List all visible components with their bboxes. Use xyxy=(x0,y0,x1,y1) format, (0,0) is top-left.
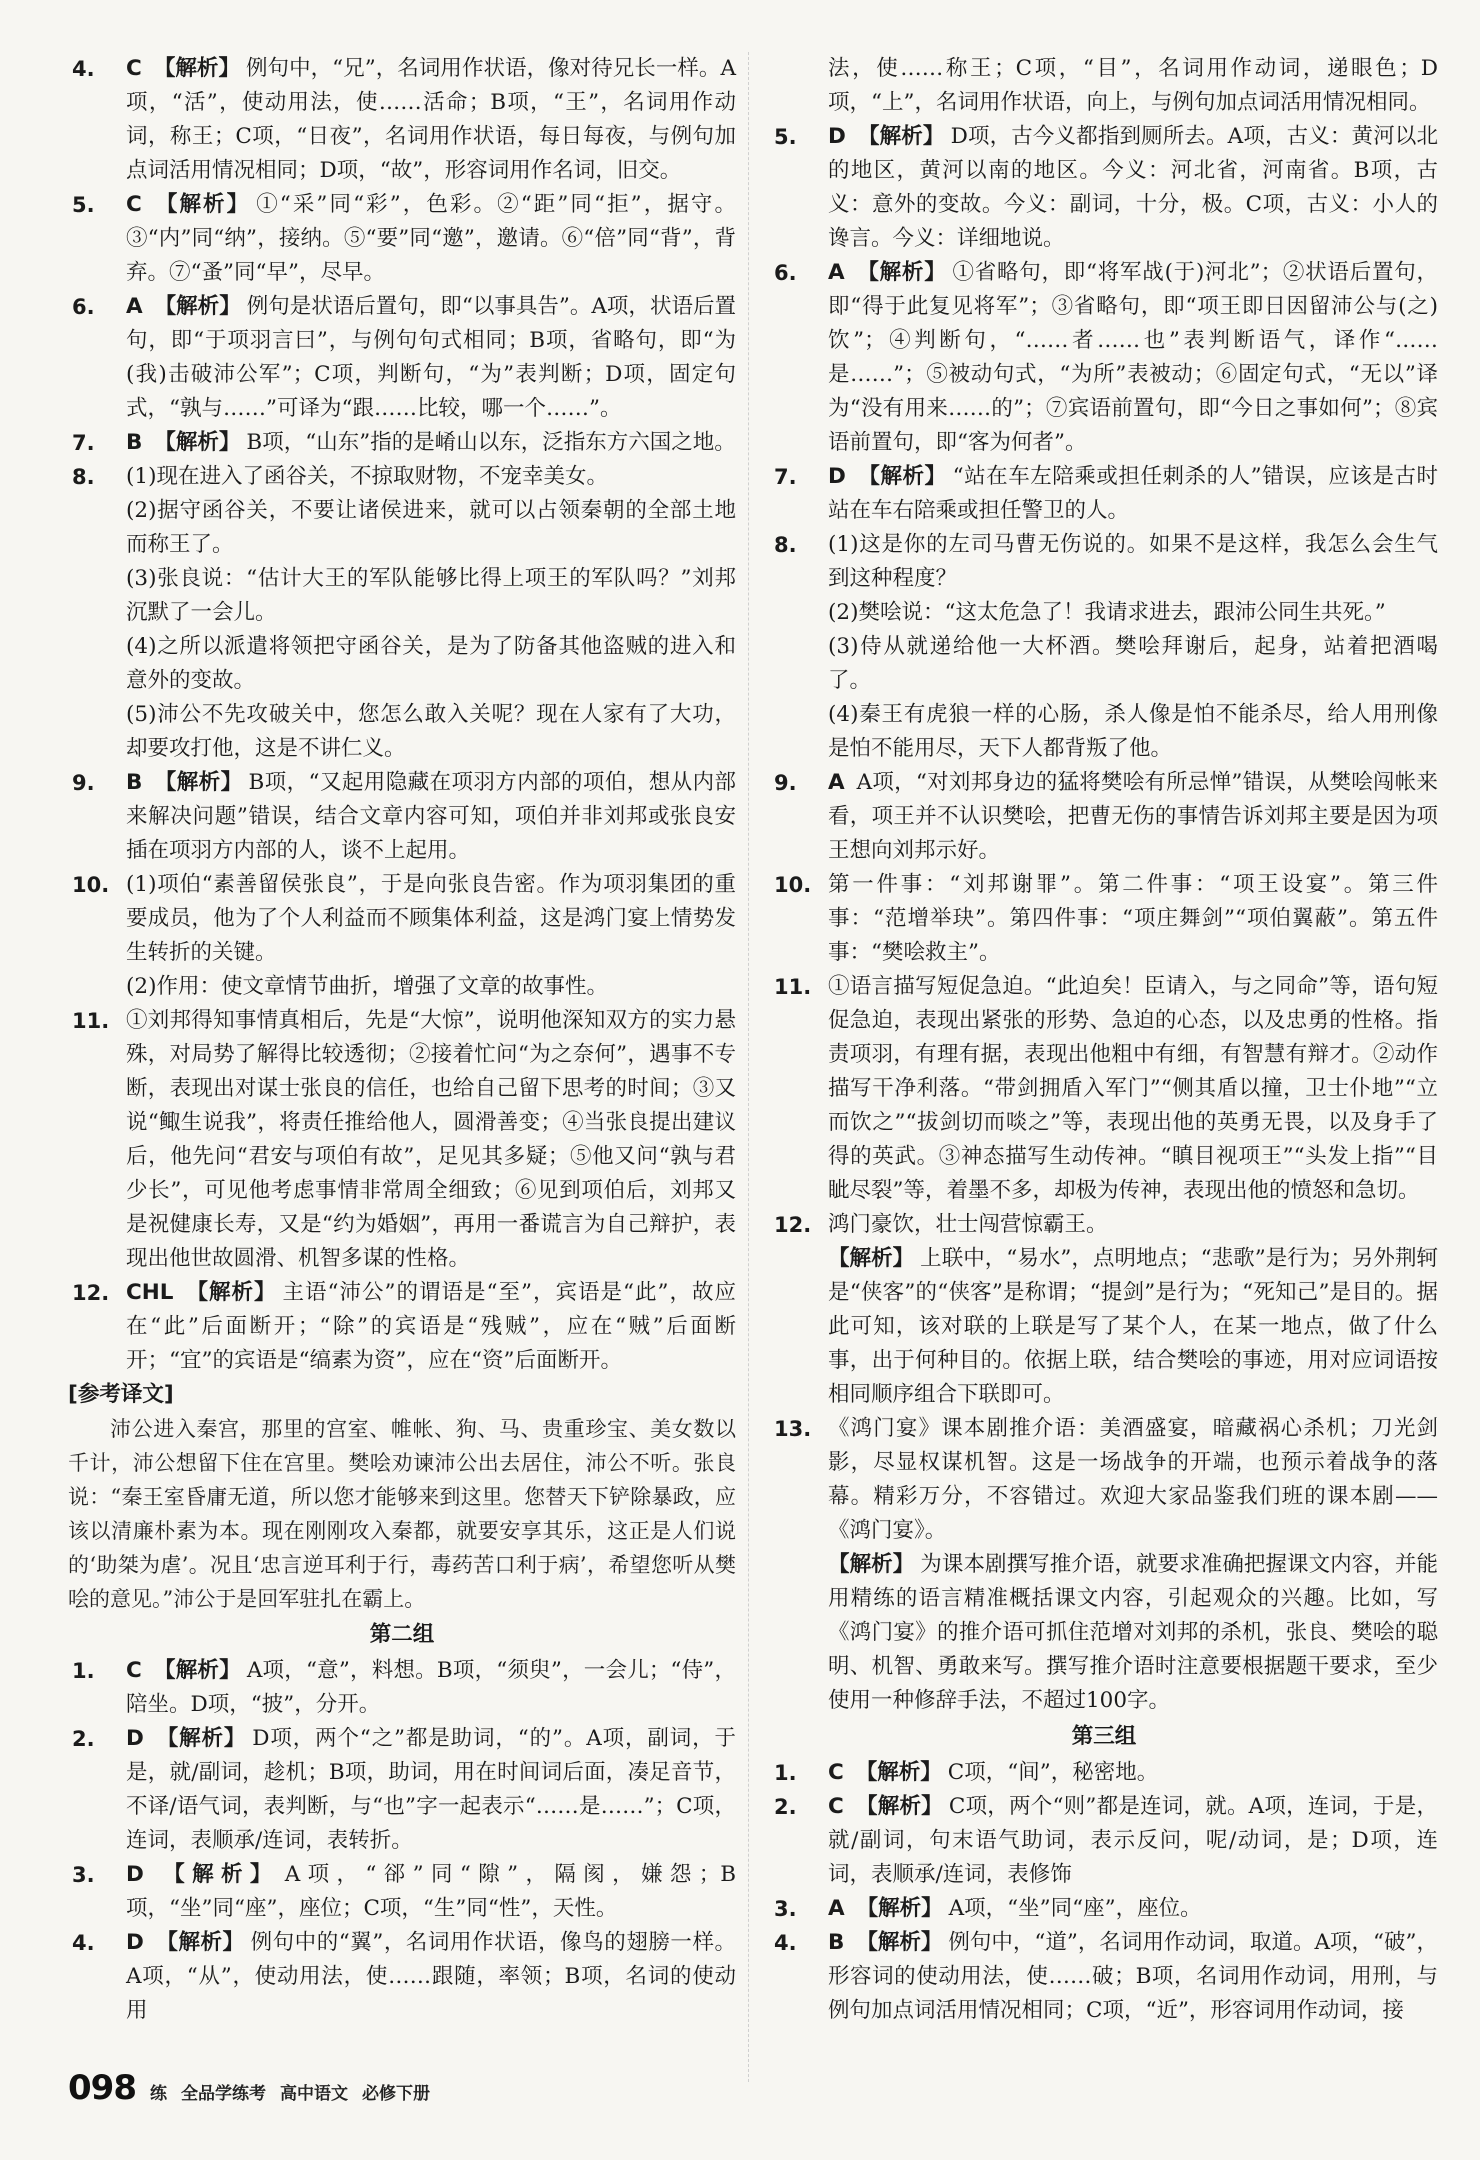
analysis-tag: 【解析】 xyxy=(153,56,240,81)
analysis-tag: 【解析】 xyxy=(154,770,243,795)
analysis-tag: 【解析】 xyxy=(855,1794,943,1819)
question-number: 3. xyxy=(774,1897,797,1921)
answer-text: 例句是状语后置句，即“以事具告”。A项，状语后置句，即“于项羽言曰”，与例句句式相同；B项，省略句，即“为(我)击破沛公军”；C项，判断句，“为”表判断；D项，固定句式，“孰与……”可译为“跟……比较，哪一个……”。 xyxy=(126,294,736,421)
answer-text: B项，“山东”指的是崤山以东，泛指东方六国之地。 xyxy=(246,430,736,455)
answer-subitem: (5)沛公不先攻破关中，您怎么敢入关呢？现在人家有了大功，却要攻打他，这是不讲仁义。 xyxy=(126,702,736,761)
answer-choice: C xyxy=(126,56,142,81)
answer-item xyxy=(770,1926,1438,2028)
answer-text: C项，“间”，秘密地。 xyxy=(947,1760,1159,1785)
answer-choice: C xyxy=(126,192,142,217)
analysis-tag: 【解析】 xyxy=(155,1726,247,1751)
analysis-tag: 【解析】 xyxy=(857,124,945,149)
answer-choice: D xyxy=(126,1862,144,1887)
answer-text: D项，古今义都指到厕所去。A项，古义：黄河以北的地区，黄河以南的地区。今义：河北省，河南省。B项，古义：意外的变故。今义：副词，十分，极。C项，古义：小人的谗言。今义：详细地说。 xyxy=(828,124,1438,251)
analysis-tag: 【解析】 xyxy=(828,1246,915,1271)
answer-item xyxy=(770,460,1438,528)
question-number: 6. xyxy=(72,295,95,319)
reference-translation-title: [参考译文] xyxy=(68,1382,174,1407)
analysis-block xyxy=(828,1242,1438,1412)
answer-item xyxy=(770,868,1438,970)
answer-choice: A xyxy=(126,294,143,319)
question-number: 8. xyxy=(72,465,95,489)
question-number: 1. xyxy=(72,1659,95,1683)
answer-text: 《鸿门宴》课本剧推介语：美酒盛宴，暗藏祸心杀机；刀光剑影，尽显权谋机智。这是一场战争的开端，也预示着战争的落幕。精彩万分，不容错过。欢迎大家品鉴我们班的课本剧——《鸿门宴》。 xyxy=(828,1416,1438,1543)
analysis-tag: 【解析】 xyxy=(828,1552,915,1577)
answer-choice: D xyxy=(828,124,846,149)
column-divider xyxy=(748,52,749,2082)
page-number: 098 xyxy=(68,2068,136,2108)
group-3-title: 第三组 xyxy=(1071,1724,1137,1749)
analysis-tag: 【解析】 xyxy=(155,1930,245,1955)
answer-choice: B xyxy=(828,1930,845,1955)
answer-item xyxy=(68,1926,736,2028)
answer-subitem: (2)樊哙说：“这太危急了！我请求进去，跟沛公同生共死。” xyxy=(828,600,1386,625)
question-number: 10. xyxy=(72,873,110,897)
answer-choice: D xyxy=(828,464,846,489)
answer-subitem: (2)作用：使文章情节曲折，增强了文章的故事性。 xyxy=(126,974,608,999)
answer-choice: C xyxy=(828,1760,844,1785)
answer-text: B项，“又起用隐藏在项羽方内部的项伯，想从内部来解决问题”错误，结合文章内容可知，项伯并非刘邦或张良安插在项羽方内部的人，谈不上起用。 xyxy=(126,770,736,863)
answer-item xyxy=(770,1790,1438,1892)
answer-item xyxy=(68,188,736,290)
answer-item xyxy=(68,1004,736,1276)
question-number: 6. xyxy=(774,261,797,285)
answer-item xyxy=(68,426,736,460)
answer-item xyxy=(770,1412,1438,1718)
answer-item xyxy=(770,1756,1438,1790)
question-number: 3. xyxy=(72,1863,95,1887)
answer-item xyxy=(68,460,736,766)
analysis-tag: 【解析】 xyxy=(855,1760,942,1785)
question-number: 2. xyxy=(774,1795,797,1819)
question-number: 9. xyxy=(72,771,95,795)
right-column xyxy=(770,52,1438,2028)
analysis-text: 上联中，“易水”，点明地点；“悲歌”是行为；另外荆轲是“侠客”的“侠客”是称谓；“提剑”是行为；“死知己”是目的。据此可知，该对联的上联是写了某个人，在某一地点，做了什么事，出于何种目的。依据上联，结合樊哙的事迹，用对应词语按相同顺序组合下联即可。 xyxy=(828,1246,1438,1407)
analysis-tag: 【解析】 xyxy=(857,464,947,489)
question-number: 2. xyxy=(72,1727,95,1751)
answer-item xyxy=(770,1208,1438,1412)
answer-subitem: (1)这是你的左司马曹无伤说的。如果不是这样，我怎么会生气到这种程度？ xyxy=(828,532,1438,591)
answer-item xyxy=(770,120,1438,256)
answer-text: 鸿门豪饮，壮士闯营惊霸王。 xyxy=(828,1212,1108,1237)
answer-item xyxy=(68,868,736,1004)
analysis-tag: 【解析】 xyxy=(856,1930,943,1955)
question-number: 12. xyxy=(774,1213,812,1237)
answer-item xyxy=(68,1276,736,1378)
question-number: 4. xyxy=(72,57,95,81)
question-number: 4. xyxy=(72,1931,95,1955)
question-number: 11. xyxy=(774,975,812,999)
answer-text: ①刘邦得知事情真相后，先是“大惊”，说明他深知双方的实力悬殊，对局势了解得比较透彻；②接着忙问“为之奈何”，遇事不专断，表现出对谋士张良的信任，也给自己留下思考的时间；③又说“鲰生说我”，将责任推给他人，圆滑善变；④当张良提出建议后，他先问“君安与项伯有故”，足见其多疑；⑤他又问“孰与君少长”，可见他考虑事情非常周全细致；⑥见到项伯后，刘邦又是祝健康长寿，又是“约为婚姻”，再用一番谎言为自己辩护，表现出他世故圆滑、机智多谋的性格。 xyxy=(126,1008,736,1271)
question-number: 7. xyxy=(774,465,797,489)
footer-volume: 必修下册 xyxy=(361,2084,430,2104)
answer-text: 例句中的“翼”，名词用作状语，像鸟的翅膀一样。A项，“从”，使动用法，使……跟随，率领；B项，名词的使动用 xyxy=(126,1930,736,2023)
answer-item xyxy=(68,290,736,426)
analysis-tag: 【解析】 xyxy=(154,430,241,455)
answer-choice: C xyxy=(126,1658,142,1683)
analysis-tag: 【解析】 xyxy=(153,192,251,217)
answer-text: 法，使……称王；C项，“目”，名词用作动词，递眼色；D项，“上”，名词用作状语，向上，与例句加点词活用情况相同。 xyxy=(828,56,1438,115)
answer-text: 第一件事：“刘邦谢罪”。第二件事：“项王设宴”。第三件事：“范增举玦”。第四件事：“项庄舞剑”“项伯翼蔽”。第五件事：“樊哙救主”。 xyxy=(828,872,1438,965)
answer-text: ①“采”同“彩”，色彩。②“距”同“拒”，据守。③“内”同“纳”，接纳。⑤“要”同“邀”，邀请。⑥“倍”同“背”，背弃。⑦“蚤”同“早”，尽早。 xyxy=(126,192,736,285)
question-number: 9. xyxy=(774,771,797,795)
question-number: 11. xyxy=(72,1009,110,1033)
answer-choice: C xyxy=(828,1794,844,1819)
answer-choice: D xyxy=(126,1930,144,1955)
analysis-tag: 【解析】 xyxy=(155,1862,279,1887)
page-footer xyxy=(68,2068,430,2108)
question-number: 8. xyxy=(774,533,797,557)
question-number: 5. xyxy=(72,193,95,217)
left-column xyxy=(68,52,736,2028)
analysis-block xyxy=(828,1548,1438,1718)
answer-text: “站在车左陪乘或担任刺杀的人”错误，应该是古时站在车右陪乘或担任警卫的人。 xyxy=(828,464,1438,523)
analysis-text: 为课本剧撰写推介语，就要求准确把握课文内容，并能用精练的语言精准概括课文内容，引起观众的兴趣。比如，写《鸿门宴》的推介语可抓住范增对刘邦的杀机，张良、樊哙的聪明、机智、勇敢来写。撰写推介语时注意要根据题干要求，至少使用一种修辞手法，不超过100字。 xyxy=(828,1552,1438,1713)
answer-text: ①省略句，即“将军战(于)河北”；②状语后置句，即“得于此复见将军”；③省略句，即“项王即日因留沛公与(之)饮”；④判断句，“……者……也”表判断语气，译作“……是……”；⑤被动句式，“为所”表被动；⑥固定句式，“无以”译为“没有用来……的”；⑦宾语前置句，即“今日之事如何”；⑧宾语前置句，即“客为何者”。 xyxy=(828,260,1438,455)
answer-item xyxy=(770,256,1438,460)
answer-subitem: (4)秦王有虎狼一样的心肠，杀人像是怕不能杀尽，给人用刑像是怕不能用尽，天下人都背叛了他。 xyxy=(828,702,1438,761)
answer-item xyxy=(68,1722,736,1858)
answer-text: A项，“坐”同“座”，座位。 xyxy=(948,1896,1202,1921)
analysis-tag: 【解析】 xyxy=(154,294,241,319)
answer-choice: CHL xyxy=(126,1280,174,1305)
footer-brand: 全品学练考 xyxy=(180,2084,266,2104)
answer-item xyxy=(68,766,736,868)
answer-text: A项，“郤”同“隙”，隔阂，嫌怨；B项，“坐”同“座”，座位；C项，“生”同“性”，天性。 xyxy=(126,1862,736,1921)
answer-text: D项，两个“之”都是助词，“的”。A项，副词，于是，就/副词，趁机；B项，助词，用在时间词后面，凑足音节，不译/语气词，表判断，与“也”字一起表示“……是……”；C项，连词，表顺承/连词，表转折。 xyxy=(126,1726,736,1853)
answer-item xyxy=(68,1858,736,1926)
answer-choice: B xyxy=(126,430,143,455)
analysis-tag: 【解析】 xyxy=(153,1658,241,1683)
footer-subject: 高中语文 xyxy=(279,2084,348,2104)
answer-choice: A xyxy=(828,770,845,795)
answer-choice: A xyxy=(828,1896,845,1921)
question-number: 7. xyxy=(72,431,95,455)
answer-text: 主语“沛公”的谓语是“至”，宾语是“此”，故应在“此”后面断开；“除”的宾语是“残贼”，应在“贼”后面断开；“宜”的宾语是“缟素为资”，应在“资”后面断开。 xyxy=(126,1280,736,1373)
answer-item xyxy=(770,970,1438,1208)
question-number: 5. xyxy=(774,125,797,149)
question-number: 13. xyxy=(774,1417,812,1441)
analysis-tag: 【解析】 xyxy=(856,260,947,285)
answer-text: A项，“对刘邦身边的猛将樊哙有所忌惮”错误，从樊哙闯帐来看，项王并不认识樊哙，把曹无伤的事情告诉刘邦主要是因为项王想向刘邦示好。 xyxy=(828,770,1438,863)
answer-text: ①语言描写短促急迫。“此迫矣！臣请入，与之同命”等，语句短促急迫，表现出紧张的形势、急迫的心态，以及忠勇的性格。指责项羽，有理有据，表现出他粗中有细，有智慧有辩才。②动作描写干净利落。“带剑拥盾入军门”“侧其盾以撞，卫士仆地”“立而饮之”“拔剑切而啖之”等，表现出他的英勇无畏，以及身手了得的英武。③神态描写生动传神。“瞋目视项王”“头发上指”“目眦尽裂”等，着墨不多，却极为传神，表现出他的愤怒和急切。 xyxy=(828,974,1438,1203)
reference-translation-text: 沛公进入秦宫，那里的宫室、帷帐、狗、马、贵重珍宝、美女数以千计，沛公想留下住在宫里。樊哙劝谏沛公出去居住，沛公不听。张良说：“秦王室昏庸无道，所以您才能够来到这里。您替天下铲除暴政，应该以清廉朴素为本。现在刚刚攻入秦都，就要安享其乐，这正是人们说的‘助桀为虐’。况且‘忠言逆耳利于行，毒药苦口利于病’，希望您听从樊哙的意见。”沛公于是回军驻扎在霸上。 xyxy=(68,1417,736,1611)
answer-text: A项，“意”，料想。B项，“须臾”，一会儿；“侍”，陪坐。D项，“披”，分开。 xyxy=(126,1658,736,1717)
question-number: 4. xyxy=(774,1931,797,1955)
answer-text: 例句中，“兄”，名词用作状语，像对待兄长一样。A项，“活”，使动用法，使……活命；B项，“王”，名词用作动词，称王；C项，“日夜”，名词用作状语，每日每夜，与例句加点词活用情况相同；D项，“故”，形容词用作名词，旧交。 xyxy=(126,56,736,183)
answer-continuation xyxy=(770,52,1438,120)
answer-subitem: (3)张良说：“估计大王的军队能够比得上项王的军队吗？”刘邦沉默了一会儿。 xyxy=(126,566,736,625)
question-number: 1. xyxy=(774,1761,797,1785)
answer-text: 例句中，“道”，名词用作动词，取道。A项，“破”，形容词的使动用法，使……破；B项，名词用作动词，用刑，与例句加点词活用情况相同；C项，“近”，形容词用作动词，接 xyxy=(828,1930,1438,2023)
answer-subitem: (3)侍从就递给他一大杯酒。樊哙拜谢后，起身，站着把酒喝了。 xyxy=(828,634,1438,693)
analysis-tag: 【解析】 xyxy=(185,1280,277,1305)
question-number: 12. xyxy=(72,1281,110,1305)
answer-text: C项，两个“则”都是连词，就。A项，连词，于是，就/副词，句末语气助词，表示反问，呢/动词，是；D项，连词，表顺承/连词，表修饰 xyxy=(828,1794,1438,1887)
answer-choice: A xyxy=(828,260,845,285)
answer-subitem: (1)项伯“素善留侯张良”，于是向张良告密。作为项羽集团的重要成员，他为了个人利益而不顾集体利益，这是鸿门宴上情势发生转折的关键。 xyxy=(126,872,736,965)
answer-subitem: (2)据守函谷关，不要让诸侯进来，就可以占领秦朝的全部土地而称王了。 xyxy=(126,498,736,557)
group-2-title: 第二组 xyxy=(369,1622,435,1647)
answer-item xyxy=(770,528,1438,766)
footer-mark: 练 xyxy=(149,2084,167,2104)
answer-choice: D xyxy=(126,1726,144,1751)
answer-item xyxy=(770,1892,1438,1926)
answer-subitem: (1)现在进入了函谷关，不掠取财物，不宠幸美女。 xyxy=(126,464,608,489)
answer-item xyxy=(68,52,736,188)
answer-item xyxy=(770,766,1438,868)
answer-choice: B xyxy=(126,770,143,795)
question-number: 10. xyxy=(774,873,812,897)
analysis-tag: 【解析】 xyxy=(856,1896,943,1921)
answer-subitem: (4)之所以派遣将领把守函谷关，是为了防备其他盗贼的进入和意外的变故。 xyxy=(126,634,736,693)
answer-item xyxy=(68,1654,736,1722)
